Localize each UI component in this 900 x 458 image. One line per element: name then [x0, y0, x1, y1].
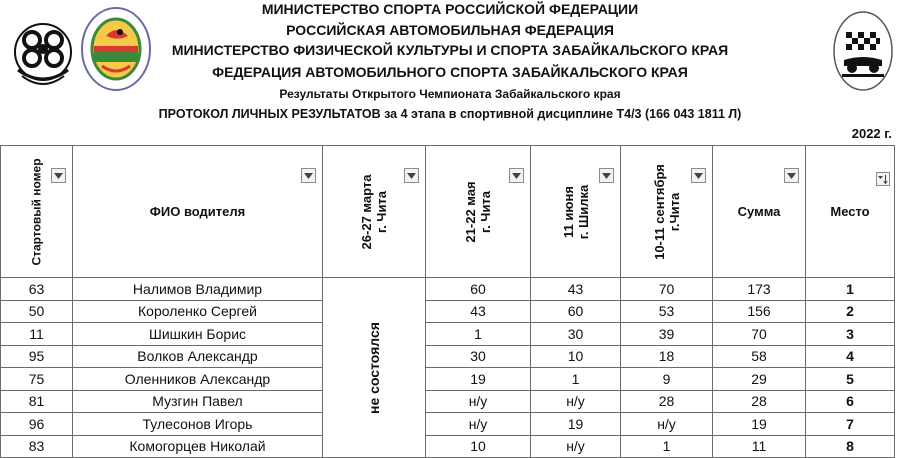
cell-stage4: 18 [621, 345, 713, 368]
stage3-city: г. Шилка [575, 184, 591, 239]
ministry-of-sport-emblem-icon [12, 22, 74, 92]
cell-stage3: н/у [531, 390, 621, 413]
cell-driver: Комогорцев Николай [73, 435, 323, 458]
header-line-regional-ministry: МИНИСТЕРСТВО ФИЗИЧЕСКОЙ КУЛЬТУРЫ И СПОРТА ЗАБАЙКАЛЬСКОГО КРАЯ [171, 42, 729, 58]
cell-stage3: н/у [531, 435, 621, 458]
cell-driver: Короленко Сергей [73, 300, 323, 323]
filter-dropdown-icon[interactable] [691, 168, 706, 183]
cell-start-number: 11 [1, 323, 73, 346]
table-row [1, 323, 895, 346]
cell-stage2: 19 [426, 368, 531, 391]
cell-start-number: 63 [1, 278, 73, 301]
racing-federation-emblem-icon [832, 10, 894, 92]
cell-driver: Шишкин Борис [73, 323, 323, 346]
cell-start-number: 96 [1, 413, 73, 436]
column-title-sum: Сумма [737, 204, 781, 219]
stage1-city: г. Чита [374, 190, 389, 233]
column-title-stage4 [652, 164, 682, 260]
table-row [1, 368, 895, 391]
stage3-date: 11 июня [560, 185, 576, 238]
cell-start-number: 83 [1, 435, 73, 458]
cell-place: 2 [806, 300, 895, 323]
filter-dropdown-icon[interactable] [404, 168, 419, 183]
stage2-city: г. Чита [478, 190, 493, 233]
cell-stage3: 60 [531, 300, 621, 323]
header-line-auto-federation: РОССИЙСКАЯ АВТОМОБИЛЬНАЯ ФЕДЕРАЦИЯ [286, 22, 614, 38]
cell-stage4: 53 [621, 300, 713, 323]
championship-subtitle: Результаты Открытого Чемпионата Забайкальского края [279, 87, 621, 101]
header-line-ministry-sport: МИНИСТЕРСТВО СПОРТА РОССИЙСКОЙ ФЕДЕРАЦИИ [261, 1, 639, 17]
column-header-stage1 [323, 146, 426, 278]
cell-stage4: н/у [621, 413, 713, 436]
cell-stage2: н/у [426, 390, 531, 413]
filter-dropdown-icon[interactable] [51, 168, 66, 183]
cell-driver: Оленников Александр [73, 368, 323, 391]
cell-driver: Налимов Владимир [73, 278, 323, 301]
season-year: 2022 г. [851, 126, 892, 141]
cell-stage3: 10 [531, 345, 621, 368]
cell-driver: Волков Александр [73, 345, 323, 368]
cell-stage4: 1 [621, 435, 713, 458]
cell-sum: 70 [713, 323, 806, 346]
filter-dropdown-icon[interactable] [301, 168, 316, 183]
cell-stage2: н/у [426, 413, 531, 436]
cell-stage2: 1 [426, 323, 531, 346]
cell-stage1-not-held [323, 278, 426, 458]
cell-stage4: 70 [621, 278, 713, 301]
cell-sum: 156 [713, 300, 806, 323]
results-table [0, 145, 895, 458]
column-header-stage3 [531, 146, 621, 278]
column-header-stage2 [426, 146, 531, 278]
cell-stage2: 60 [426, 278, 531, 301]
document-header [0, 0, 900, 145]
column-header-start-number [1, 146, 73, 278]
cell-start-number: 95 [1, 345, 73, 368]
table-row [1, 345, 895, 368]
column-header-driver [73, 146, 323, 278]
column-title-place: Место [830, 204, 870, 219]
cell-driver: Тулесонов Игорь [73, 413, 323, 436]
cell-place: 3 [806, 323, 895, 346]
cell-stage4: 9 [621, 368, 713, 391]
table-header-row [1, 146, 895, 278]
cell-sum: 19 [713, 413, 806, 436]
cell-sum: 173 [713, 278, 806, 301]
filter-dropdown-icon[interactable] [599, 168, 614, 183]
header-line-regional-federation: ФЕДЕРАЦИЯ АВТОМОБИЛЬНОГО СПОРТА ЗАБАЙКАЛЬСКОГО КРАЯ [212, 64, 688, 80]
table-row [1, 278, 895, 301]
filter-dropdown-icon[interactable] [784, 168, 799, 183]
table-row [1, 300, 895, 323]
cell-stage3: 1 [531, 368, 621, 391]
cell-stage2: 30 [426, 345, 531, 368]
protocol-title: ПРОТОКОЛ ЛИЧНЫХ РЕЗУЛЬТАТОВ за 4 этапа в спортивной дисциплине Т4/3 (166 043 1811 Л) [158, 107, 742, 121]
cell-start-number: 75 [1, 368, 73, 391]
cell-stage2: 43 [426, 300, 531, 323]
cell-stage3: 43 [531, 278, 621, 301]
stage4-city: г.Чита [666, 192, 682, 231]
stage1-date: 26-27 марта [359, 174, 374, 249]
table-row [1, 413, 895, 436]
column-title-start-number: Стартовый номер [29, 157, 43, 266]
column-title-stage2 [463, 181, 493, 242]
column-header-sum [713, 146, 806, 278]
stage1-not-held-label: не состоялся [366, 321, 382, 414]
table-row [1, 390, 895, 413]
cell-start-number: 81 [1, 390, 73, 413]
cell-stage2: 10 [426, 435, 531, 458]
cell-stage4: 39 [621, 323, 713, 346]
cell-sum: 28 [713, 390, 806, 413]
column-header-place [806, 146, 895, 278]
cell-place: 7 [806, 413, 895, 436]
stage4-date: 10-11 сентября [651, 163, 667, 260]
cell-place: 1 [806, 278, 895, 301]
table-row [1, 435, 895, 458]
cell-place: 5 [806, 368, 895, 391]
cell-place: 4 [806, 345, 895, 368]
cell-sum: 29 [713, 368, 806, 391]
cell-place: 6 [806, 390, 895, 413]
column-title-driver: ФИО водителя [149, 204, 246, 219]
cell-place: 8 [806, 435, 895, 458]
stage2-date: 21-22 мая [463, 180, 478, 243]
cell-start-number: 50 [1, 300, 73, 323]
column-title-stage1 [359, 174, 389, 249]
filter-dropdown-icon[interactable] [509, 168, 524, 183]
cell-stage4: 28 [621, 390, 713, 413]
cell-sum: 58 [713, 345, 806, 368]
cell-sum: 11 [713, 435, 806, 458]
column-title-stage3 [561, 184, 591, 238]
cell-stage3: 30 [531, 323, 621, 346]
cell-stage3: 19 [531, 413, 621, 436]
column-header-stage4 [621, 146, 713, 278]
sort-descending-icon[interactable] [876, 172, 890, 186]
cell-driver: Музгин Павел [73, 390, 323, 413]
